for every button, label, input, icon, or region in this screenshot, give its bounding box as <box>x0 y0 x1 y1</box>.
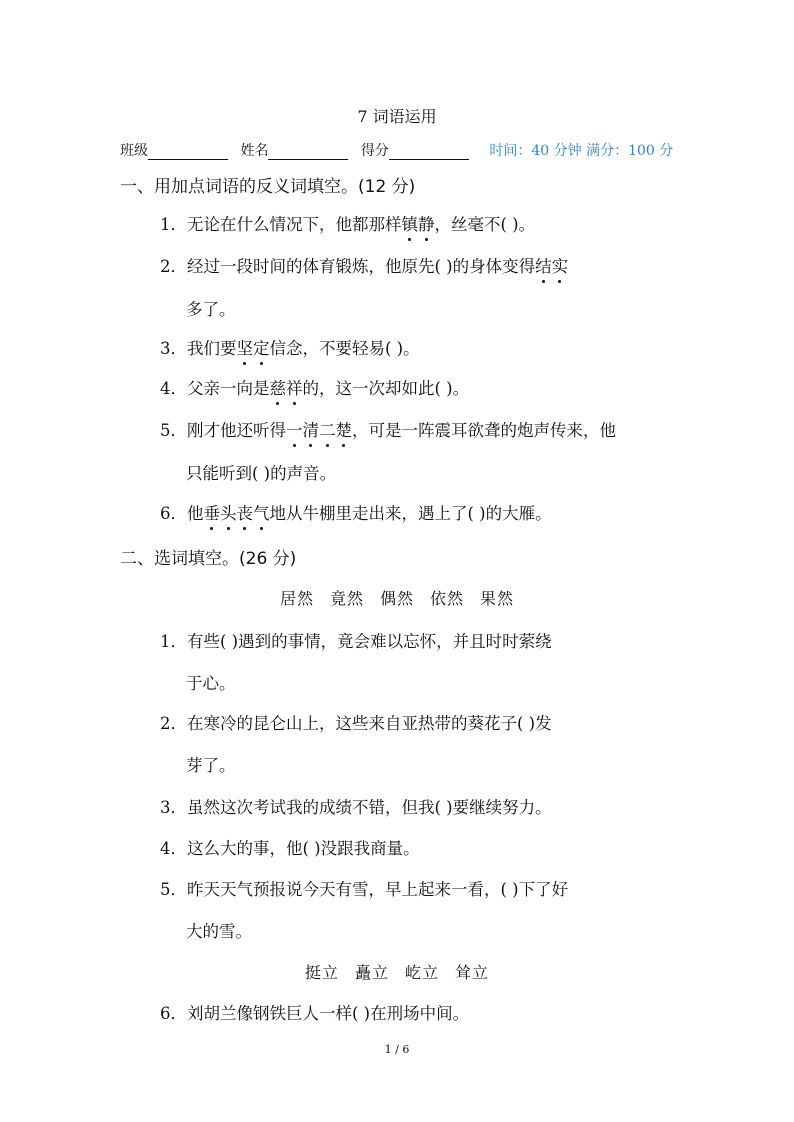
dotted-char: 一 <box>286 417 303 441</box>
word-option: 偶然 <box>379 589 414 608</box>
word-option: 居然 <box>279 589 314 608</box>
s1-question-4: 4．父亲一向是慈祥的，这一次却如此( )。 <box>160 375 469 399</box>
dotted-char: 结 <box>535 253 552 277</box>
s2-question-2-cont: 芽了。 <box>186 756 236 775</box>
section1-heading: 一、用加点词语的反义词填空。(12 分) <box>120 177 416 197</box>
s1-question-5: 5．刚才他还听得一清二楚，可是一阵震耳欲聋的炮声传来，他 <box>160 417 616 441</box>
dotted-char: 镇 <box>402 211 419 235</box>
word-option: 依然 <box>430 589 465 608</box>
time-info: 时间：40 分钟 满分：100 分 <box>489 143 674 159</box>
dotted-char: 祥 <box>286 375 303 399</box>
dotted-word <box>402 215 435 234</box>
dotted-word <box>204 504 270 523</box>
s1-question-1: 1．无论在什么情况下，他都那样镇静，丝毫不( )。 <box>160 211 535 235</box>
dotted-word <box>270 379 303 398</box>
s2-question-3: 3．虽然这次考试我的成绩不错，但我( )要继续努力。 <box>160 798 552 817</box>
word-option: 矗立 <box>354 963 389 982</box>
dotted-char: 二 <box>319 417 336 441</box>
s2-question-1: 1．有些( )遇到的事情，竟会难以忘怀，并且时时萦绕 <box>160 632 552 651</box>
dotted-char: 实 <box>552 253 569 277</box>
class-label: 班级 <box>120 143 148 159</box>
class-blank <box>148 145 228 160</box>
s2-question-5: 5．昨天天气预报说今天有雪，早上起来一看，( )下了好 <box>160 880 569 899</box>
section2-heading: 二、选词填空。(26 分) <box>120 549 297 569</box>
s1-question-5-cont: 只能听到( )的声音。 <box>186 464 337 483</box>
s2-question-5-cont: 大的雪。 <box>186 922 252 941</box>
dotted-char: 楚 <box>336 417 353 441</box>
dotted-word <box>237 339 270 358</box>
word-option: 果然 <box>480 589 515 608</box>
dotted-char: 丧 <box>237 500 254 524</box>
name-blank <box>268 145 348 160</box>
dotted-word <box>535 257 568 276</box>
s2-question-1-cont: 于心。 <box>186 674 236 693</box>
dotted-char: 坚 <box>237 335 254 359</box>
dotted-char: 垂 <box>204 500 221 524</box>
dotted-char: 慈 <box>270 375 287 399</box>
dotted-char: 静 <box>418 211 435 235</box>
s1-question-6: 6．他垂头丧气地从牛棚里走出来，遇上了( )的大雁。 <box>160 500 552 524</box>
name-label: 姓名 <box>240 143 269 159</box>
score-blank <box>389 145 469 160</box>
s1-question-2: 2．经过一段时间的体育锻炼，他原先( )的身体变得结实 <box>160 253 568 277</box>
dotted-char: 气 <box>253 500 270 524</box>
word-option: 耸立 <box>455 963 490 982</box>
score-label: 得分 <box>360 143 389 159</box>
s2-question-4: 4．这么大的事，他( )没跟我商量。 <box>160 839 420 858</box>
page-title: 7 词语运用 <box>357 107 437 126</box>
word-option: 屹立 <box>405 963 440 982</box>
student-info-row <box>120 140 673 160</box>
word-bank-2 <box>0 960 794 983</box>
s2-question-6: 6．刘胡兰像钢铁巨人一样( )在刑场中间。 <box>160 1004 470 1023</box>
dotted-char: 定 <box>253 335 270 359</box>
dotted-char: 头 <box>220 500 237 524</box>
s1-question-2-cont: 多了。 <box>186 300 236 319</box>
word-option: 挺立 <box>304 963 339 982</box>
dotted-word <box>286 421 352 440</box>
word-bank-1 <box>0 586 794 609</box>
s2-question-2: 2．在寒冷的昆仑山上，这些来自亚热带的葵花子( )发 <box>160 714 552 733</box>
page-number: 1 / 6 <box>384 1043 410 1056</box>
word-option: 竟然 <box>329 589 364 608</box>
s1-question-3: 3．我们要坚定信念，不要轻易( )。 <box>160 335 420 359</box>
dotted-char: 清 <box>303 417 320 441</box>
